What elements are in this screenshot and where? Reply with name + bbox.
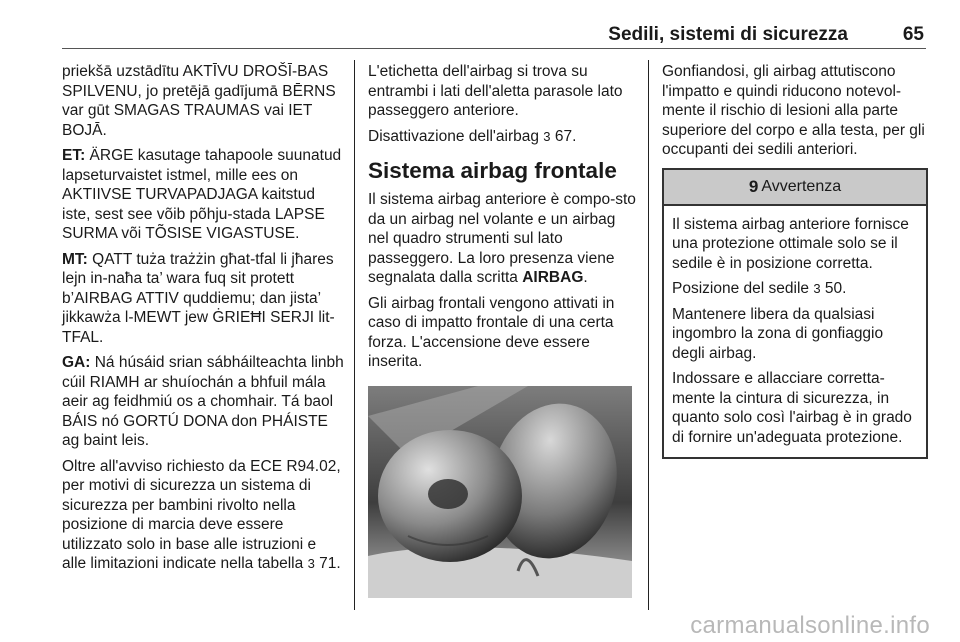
section-heading: Sistema airbag frontale xyxy=(368,158,617,183)
page-ref-arrow-icon: 3 xyxy=(813,281,821,296)
paragraph-text: Oltre all'avviso richiesto da ECE R94.02, per motivi di sicurezza un sistema di sicurezza per bambini rivolto nella posizione di marcia deve essere utilizzato solo in base alle istruzioni e alle limitazioni indicate nella tabella xyxy=(62,457,341,572)
airbag-label: AIRBAG xyxy=(522,269,584,286)
warning-paragraph: Indossare e allacciare corretta-mente la cintura di sicurezza, in quanto solo così l'airbag è in grado di fornire un'adeguata protezione. xyxy=(672,370,912,446)
page-ref-link[interactable]: 71. xyxy=(314,555,341,572)
system-description xyxy=(368,190,636,288)
warning-text-et xyxy=(62,146,344,244)
paragraph-text: ÄRGE kasutage tahapoole suunatud lapseturvaistet istmel, mille ees on AKTIIVSE TURVAPADJAGA kaitstud iste, sest see võib põhju-stada LAPSE SURMA või TÕSISE VIGASTUSE. xyxy=(62,147,342,242)
paragraph-text: . xyxy=(583,269,588,286)
page-ref-link[interactable]: 50. xyxy=(820,280,847,297)
column-left xyxy=(62,62,344,580)
language-code: GA: xyxy=(62,354,91,371)
warning-triangle-icon: 9 xyxy=(748,176,759,196)
page-ref-link[interactable]: 67. xyxy=(550,127,577,145)
language-code: ET: xyxy=(62,147,86,164)
column-middle xyxy=(368,62,636,598)
warning-box xyxy=(662,168,928,460)
paragraph-text: QATT tuża trażżin għat-tfal li jħares lejn in-naħa ta’ wara fuq sit protett b’AIRBAG ATTIV quddiemu; dan jista’ jikkawża l-MEWT jew ĠRIEĦI SERJI lit-TFAL. xyxy=(62,250,335,346)
column-divider-2 xyxy=(648,60,649,610)
language-code: MT: xyxy=(62,250,88,268)
column-right xyxy=(662,62,928,459)
warning-text-lv: priekšā uzstādītu AKTĪVU DROŠĪ-BAS SPILVENU, jo pretējā gadījumā BĒRNS var gūt SMAGAS TRAUMAS vai IET BOJĀ. xyxy=(62,63,336,139)
page-ref-arrow-icon: 3 xyxy=(543,128,551,144)
warning-text-ga xyxy=(62,353,344,451)
activation-text: Gli airbag frontali vengono attivati in caso di impatto frontale di una certa forza. L'accensione deve essere inserita. xyxy=(368,294,615,370)
seat-position-ref xyxy=(672,279,918,299)
page-number: 65 xyxy=(902,24,924,45)
warning-body xyxy=(664,206,926,458)
watermark: carmanualsonline.info xyxy=(690,612,930,639)
paragraph-text: Disattivazione dell'airbag xyxy=(368,127,544,145)
warning-title: Avvertenza xyxy=(761,177,842,195)
warning-paragraph: Il sistema airbag anteriore fornisce una protezione ottimale solo se il sedile è in posizione corretta. xyxy=(672,215,909,272)
paragraph-text: Posizione del sedile xyxy=(672,280,814,297)
page-ref-arrow-icon: 3 xyxy=(307,556,315,571)
ece-paragraph xyxy=(62,457,344,574)
label-location-text: L'etichetta dell'airbag si trova su entrambi i lati dell'aletta parasole lato passeggero anteriore. xyxy=(368,63,623,119)
paragraph-text: Ná húsáid srian sábháilteachta linbh cúil RIAMH ar shuíochán a bhfuil mála aeir ag feidhmiú os a chomhair. Tá baol BÁIS nó GORTÚ DONA don PHÁISTE ag baint leis. xyxy=(62,354,344,449)
paragraph-text: Il sistema airbag anteriore è compo-sto da un airbag nel volante e un airbag nel quadro strumenti sul lato passeggero. La loro presenza viene segnalata dalla scritta xyxy=(368,191,636,286)
column-divider-1 xyxy=(354,60,355,610)
page-header xyxy=(62,22,926,49)
warning-text-mt xyxy=(62,250,344,348)
deactivation-ref xyxy=(368,127,636,147)
section-title: Sedili, sistemi di sicurezza xyxy=(608,24,848,45)
benefit-text: Gonfiandosi, gli airbag attutiscono l'impatto e quindi riducono notevol-mente il rischio di lesioni alla parte superiore del corpo e alla testa, per gli occupanti dei sedili anteriori. xyxy=(662,63,925,158)
airbag-illustration xyxy=(368,386,632,598)
warning-header xyxy=(664,170,926,206)
warning-paragraph: Mantenere libera da qualsiasi ingombro la zona di gonfiaggio degli airbag. xyxy=(672,305,884,362)
